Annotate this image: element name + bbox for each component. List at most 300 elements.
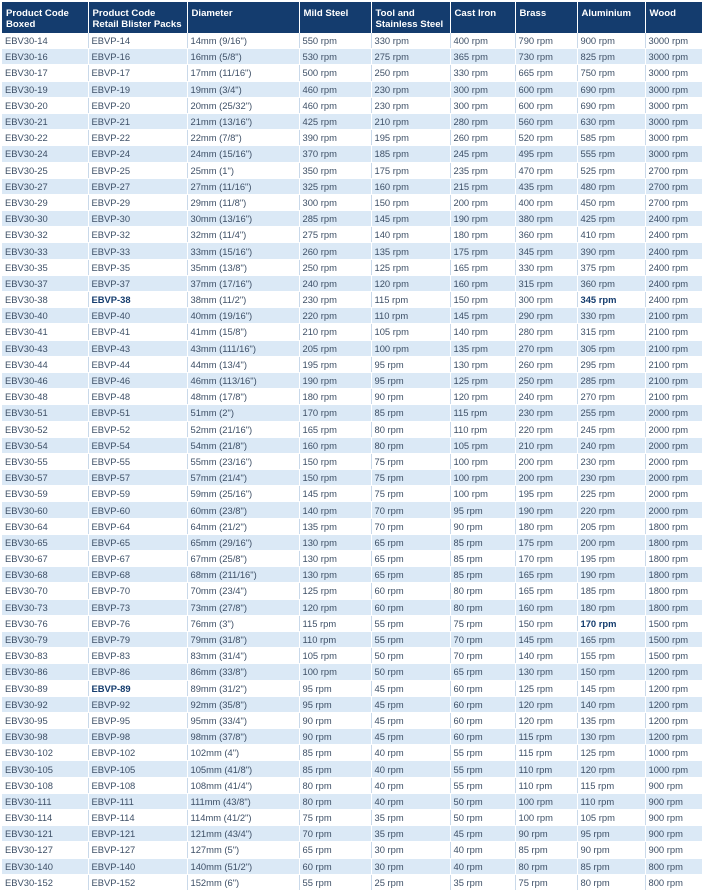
cell-aluminium: 900 rpm xyxy=(577,33,645,49)
cell-diameter: 51mm (2") xyxy=(187,405,299,421)
cell-code-blister: EBVP-140 xyxy=(88,858,187,874)
cell-code-blister: EBVP-24 xyxy=(88,146,187,162)
cell-brass: 120 rpm xyxy=(515,696,577,712)
header-cast-iron: Cast Iron xyxy=(450,2,515,33)
cell-wood: 3000 rpm xyxy=(645,97,702,113)
cell-wood: 3000 rpm xyxy=(645,33,702,49)
cell-wood: 2700 rpm xyxy=(645,178,702,194)
cell-code-boxed: EBV30-121 xyxy=(2,826,88,842)
cell-tool-stainless: 230 rpm xyxy=(371,81,450,97)
cell-brass: 80 rpm xyxy=(515,858,577,874)
cell-brass: 90 rpm xyxy=(515,826,577,842)
cell-diameter: 27mm (11/16") xyxy=(187,178,299,194)
cell-brass: 520 rpm xyxy=(515,130,577,146)
cell-wood: 2700 rpm xyxy=(645,194,702,210)
cell-diameter: 44mm (13/4") xyxy=(187,356,299,372)
cell-brass: 145 rpm xyxy=(515,631,577,647)
header-wood: Wood xyxy=(645,2,702,33)
cell-cast-iron: 140 rpm xyxy=(450,324,515,340)
cell-brass: 435 rpm xyxy=(515,178,577,194)
cell-mild-steel: 125 rpm xyxy=(299,583,371,599)
table-row xyxy=(2,194,702,210)
cell-aluminium: 630 rpm xyxy=(577,113,645,129)
cell-tool-stainless: 50 rpm xyxy=(371,648,450,664)
cell-diameter: 95mm (33/4") xyxy=(187,712,299,728)
cell-wood: 900 rpm xyxy=(645,842,702,858)
cell-tool-stainless: 65 rpm xyxy=(371,534,450,550)
cell-tool-stainless: 70 rpm xyxy=(371,518,450,534)
cell-mild-steel: 130 rpm xyxy=(299,551,371,567)
cell-diameter: 121mm (43/4") xyxy=(187,826,299,842)
cell-aluminium: 295 rpm xyxy=(577,356,645,372)
cell-brass: 300 rpm xyxy=(515,292,577,308)
cell-code-boxed: EBV30-43 xyxy=(2,340,88,356)
cell-wood: 3000 rpm xyxy=(645,81,702,97)
cell-diameter: 29mm (11/8") xyxy=(187,194,299,210)
cell-tool-stainless: 40 rpm xyxy=(371,793,450,809)
cell-brass: 250 rpm xyxy=(515,372,577,388)
cell-mild-steel: 285 rpm xyxy=(299,211,371,227)
cell-cast-iron: 40 rpm xyxy=(450,858,515,874)
cell-wood: 2000 rpm xyxy=(645,470,702,486)
cell-cast-iron: 60 rpm xyxy=(450,712,515,728)
cell-brass: 270 rpm xyxy=(515,340,577,356)
cell-aluminium: 180 rpm xyxy=(577,599,645,615)
cell-wood: 2000 rpm xyxy=(645,437,702,453)
cell-cast-iron: 300 rpm xyxy=(450,97,515,113)
cell-mild-steel: 150 rpm xyxy=(299,470,371,486)
table-row xyxy=(2,599,702,615)
cell-wood: 1800 rpm xyxy=(645,583,702,599)
table-row xyxy=(2,178,702,194)
cell-code-blister: EBVP-51 xyxy=(88,405,187,421)
cell-mild-steel: 75 rpm xyxy=(299,810,371,826)
cell-wood: 800 rpm xyxy=(645,874,702,890)
cell-cast-iron: 80 rpm xyxy=(450,599,515,615)
cell-tool-stainless: 65 rpm xyxy=(371,567,450,583)
cell-aluminium: 750 rpm xyxy=(577,65,645,81)
cell-aluminium: 305 rpm xyxy=(577,340,645,356)
cell-tool-stainless: 330 rpm xyxy=(371,33,450,49)
cell-mild-steel: 325 rpm xyxy=(299,178,371,194)
cell-cast-iron: 75 rpm xyxy=(450,615,515,631)
cell-mild-steel: 460 rpm xyxy=(299,81,371,97)
cell-brass: 730 rpm xyxy=(515,49,577,65)
cell-tool-stainless: 55 rpm xyxy=(371,615,450,631)
cell-diameter: 73mm (27/8") xyxy=(187,599,299,615)
cell-brass: 600 rpm xyxy=(515,81,577,97)
table-row xyxy=(2,324,702,340)
cell-tool-stainless: 70 rpm xyxy=(371,502,450,518)
cell-code-boxed: EBV30-76 xyxy=(2,615,88,631)
cell-aluminium: 165 rpm xyxy=(577,631,645,647)
cell-brass: 210 rpm xyxy=(515,437,577,453)
cell-diameter: 46mm (113/16") xyxy=(187,372,299,388)
cell-mild-steel: 135 rpm xyxy=(299,518,371,534)
cell-wood: 2400 rpm xyxy=(645,227,702,243)
cell-diameter: 43mm (111/16") xyxy=(187,340,299,356)
table-row xyxy=(2,664,702,680)
cell-wood: 1200 rpm xyxy=(645,680,702,696)
cell-mild-steel: 390 rpm xyxy=(299,130,371,146)
cell-wood: 1200 rpm xyxy=(645,729,702,745)
table-row xyxy=(2,712,702,728)
cell-aluminium: 425 rpm xyxy=(577,211,645,227)
cell-brass: 495 rpm xyxy=(515,146,577,162)
cell-code-boxed: EBV30-54 xyxy=(2,437,88,453)
cell-brass: 165 rpm xyxy=(515,567,577,583)
cell-diameter: 89mm (31/2") xyxy=(187,680,299,696)
cell-code-blister: EBVP-65 xyxy=(88,534,187,550)
cell-code-blister: EBVP-33 xyxy=(88,243,187,259)
cell-code-boxed: EBV30-73 xyxy=(2,599,88,615)
cell-code-blister: EBVP-32 xyxy=(88,227,187,243)
cell-diameter: 16mm (5/8") xyxy=(187,49,299,65)
cell-cast-iron: 105 rpm xyxy=(450,437,515,453)
cell-diameter: 140mm (51/2") xyxy=(187,858,299,874)
cell-mild-steel: 205 rpm xyxy=(299,340,371,356)
cell-tool-stainless: 230 rpm xyxy=(371,97,450,113)
cell-tool-stainless: 125 rpm xyxy=(371,259,450,275)
cell-wood: 1000 rpm xyxy=(645,745,702,761)
cell-code-boxed: EBV30-19 xyxy=(2,81,88,97)
cell-brass: 140 rpm xyxy=(515,648,577,664)
cutting-speed-table xyxy=(2,2,702,891)
cell-mild-steel: 105 rpm xyxy=(299,648,371,664)
table-row xyxy=(2,486,702,502)
cell-brass: 100 rpm xyxy=(515,810,577,826)
cell-cast-iron: 35 rpm xyxy=(450,874,515,890)
cell-brass: 240 rpm xyxy=(515,389,577,405)
cell-wood: 3000 rpm xyxy=(645,146,702,162)
cell-aluminium: 140 rpm xyxy=(577,696,645,712)
cell-diameter: 52mm (21/16") xyxy=(187,421,299,437)
cell-tool-stainless: 100 rpm xyxy=(371,340,450,356)
cell-wood: 1500 rpm xyxy=(645,648,702,664)
cell-cast-iron: 180 rpm xyxy=(450,227,515,243)
cell-mild-steel: 550 rpm xyxy=(299,33,371,49)
cell-brass: 115 rpm xyxy=(515,729,577,745)
cell-diameter: 38mm (11/2") xyxy=(187,292,299,308)
cell-mild-steel: 195 rpm xyxy=(299,356,371,372)
cell-code-blister: EBVP-37 xyxy=(88,275,187,291)
cell-code-blister: EBVP-57 xyxy=(88,470,187,486)
cell-code-boxed: EBV30-114 xyxy=(2,810,88,826)
cell-diameter: 67mm (25/8") xyxy=(187,551,299,567)
cell-code-boxed: EBV30-29 xyxy=(2,194,88,210)
cell-code-blister: EBVP-111 xyxy=(88,793,187,809)
cell-brass: 360 rpm xyxy=(515,227,577,243)
table-row xyxy=(2,777,702,793)
cell-brass: 160 rpm xyxy=(515,599,577,615)
cell-mild-steel: 60 rpm xyxy=(299,858,371,874)
cell-cast-iron: 150 rpm xyxy=(450,292,515,308)
cell-cast-iron: 260 rpm xyxy=(450,130,515,146)
cell-wood: 2400 rpm xyxy=(645,292,702,308)
cell-cast-iron: 120 rpm xyxy=(450,389,515,405)
cell-code-blister: EBVP-70 xyxy=(88,583,187,599)
cell-code-blister: EBVP-64 xyxy=(88,518,187,534)
table-row xyxy=(2,793,702,809)
cell-tool-stainless: 35 rpm xyxy=(371,826,450,842)
cell-mild-steel: 190 rpm xyxy=(299,372,371,388)
cell-diameter: 86mm (33/8") xyxy=(187,664,299,680)
cell-aluminium: 410 rpm xyxy=(577,227,645,243)
cell-wood: 900 rpm xyxy=(645,826,702,842)
cell-mild-steel: 460 rpm xyxy=(299,97,371,113)
cell-diameter: 68mm (211/16") xyxy=(187,567,299,583)
cell-brass: 120 rpm xyxy=(515,712,577,728)
cell-mild-steel: 220 rpm xyxy=(299,308,371,324)
cell-diameter: 30mm (13/16") xyxy=(187,211,299,227)
cell-aluminium: 315 rpm xyxy=(577,324,645,340)
cell-wood: 900 rpm xyxy=(645,810,702,826)
cell-wood: 1200 rpm xyxy=(645,696,702,712)
cell-code-blister: EBVP-59 xyxy=(88,486,187,502)
cell-code-blister: EBVP-16 xyxy=(88,49,187,65)
cell-code-boxed: EBV30-35 xyxy=(2,259,88,275)
cell-wood: 3000 rpm xyxy=(645,113,702,129)
cell-code-boxed: EBV30-48 xyxy=(2,389,88,405)
cell-code-blister: EBVP-29 xyxy=(88,194,187,210)
cell-tool-stainless: 175 rpm xyxy=(371,162,450,178)
table-row xyxy=(2,65,702,81)
cell-aluminium: 105 rpm xyxy=(577,810,645,826)
cell-tool-stainless: 45 rpm xyxy=(371,729,450,745)
cell-code-blister: EBVP-60 xyxy=(88,502,187,518)
cell-mild-steel: 80 rpm xyxy=(299,777,371,793)
cell-aluminium: 690 rpm xyxy=(577,97,645,113)
cell-brass: 400 rpm xyxy=(515,194,577,210)
cell-wood: 2100 rpm xyxy=(645,308,702,324)
cell-code-boxed: EBV30-105 xyxy=(2,761,88,777)
cell-wood: 2400 rpm xyxy=(645,243,702,259)
cell-aluminium: 135 rpm xyxy=(577,712,645,728)
header-brass: Brass xyxy=(515,2,577,33)
cell-code-boxed: EBV30-79 xyxy=(2,631,88,647)
cell-aluminium: 145 rpm xyxy=(577,680,645,696)
cell-cast-iron: 40 rpm xyxy=(450,842,515,858)
cell-tool-stainless: 80 rpm xyxy=(371,421,450,437)
cell-wood: 2000 rpm xyxy=(645,453,702,469)
cell-diameter: 79mm (31/8") xyxy=(187,631,299,647)
cell-code-boxed: EBV30-59 xyxy=(2,486,88,502)
cell-cast-iron: 85 rpm xyxy=(450,567,515,583)
cell-cast-iron: 55 rpm xyxy=(450,777,515,793)
cell-mild-steel: 130 rpm xyxy=(299,534,371,550)
cell-wood: 1800 rpm xyxy=(645,534,702,550)
cell-mild-steel: 140 rpm xyxy=(299,502,371,518)
cell-tool-stainless: 150 rpm xyxy=(371,194,450,210)
cell-wood: 2000 rpm xyxy=(645,486,702,502)
cell-code-boxed: EBV30-30 xyxy=(2,211,88,227)
cell-wood: 2100 rpm xyxy=(645,389,702,405)
cell-aluminium: 130 rpm xyxy=(577,729,645,745)
cell-mild-steel: 85 rpm xyxy=(299,761,371,777)
cell-diameter: 20mm (25/32") xyxy=(187,97,299,113)
cell-diameter: 102mm (4") xyxy=(187,745,299,761)
cell-code-boxed: EBV30-92 xyxy=(2,696,88,712)
cell-diameter: 14mm (9/16") xyxy=(187,33,299,49)
cell-diameter: 19mm (3/4") xyxy=(187,81,299,97)
cell-wood: 1800 rpm xyxy=(645,567,702,583)
cell-aluminium: 90 rpm xyxy=(577,842,645,858)
cell-diameter: 32mm (11/4") xyxy=(187,227,299,243)
cell-cast-iron: 70 rpm xyxy=(450,648,515,664)
cell-aluminium: 230 rpm xyxy=(577,470,645,486)
cell-tool-stainless: 45 rpm xyxy=(371,680,450,696)
header-mild-steel: Mild Steel xyxy=(299,2,371,33)
cell-wood: 2400 rpm xyxy=(645,259,702,275)
cell-code-blister: EBVP-127 xyxy=(88,842,187,858)
cell-diameter: 92mm (35/8") xyxy=(187,696,299,712)
header-tool-stainless-steel: Tool and Stainless Steel xyxy=(371,2,450,33)
table-row xyxy=(2,826,702,842)
cell-brass: 220 rpm xyxy=(515,421,577,437)
cell-tool-stainless: 95 rpm xyxy=(371,372,450,388)
header-product-code-blister: Product Code Retail Blister Packs xyxy=(88,2,187,33)
cell-tool-stainless: 90 rpm xyxy=(371,389,450,405)
cell-diameter: 25mm (1") xyxy=(187,162,299,178)
cell-code-blister: EBVP-46 xyxy=(88,372,187,388)
cell-code-blister: EBVP-35 xyxy=(88,259,187,275)
table-row xyxy=(2,437,702,453)
cell-cast-iron: 50 rpm xyxy=(450,793,515,809)
cell-mild-steel: 300 rpm xyxy=(299,194,371,210)
table-row xyxy=(2,49,702,65)
cell-wood: 2000 rpm xyxy=(645,421,702,437)
cell-mild-steel: 180 rpm xyxy=(299,389,371,405)
cell-code-blister: EBVP-27 xyxy=(88,178,187,194)
cell-cast-iron: 160 rpm xyxy=(450,275,515,291)
cell-cast-iron: 330 rpm xyxy=(450,65,515,81)
cell-brass: 315 rpm xyxy=(515,275,577,291)
cell-code-boxed: EBV30-38 xyxy=(2,292,88,308)
table-row xyxy=(2,761,702,777)
cell-mild-steel: 95 rpm xyxy=(299,696,371,712)
cell-diameter: 22mm (7/8") xyxy=(187,130,299,146)
cell-mild-steel: 240 rpm xyxy=(299,275,371,291)
cell-brass: 260 rpm xyxy=(515,356,577,372)
cell-cast-iron: 115 rpm xyxy=(450,405,515,421)
cell-tool-stainless: 95 rpm xyxy=(371,356,450,372)
cell-diameter: 55mm (23/16") xyxy=(187,453,299,469)
cell-wood: 2100 rpm xyxy=(645,372,702,388)
cell-cast-iron: 70 rpm xyxy=(450,631,515,647)
cell-brass: 330 rpm xyxy=(515,259,577,275)
cell-wood: 2400 rpm xyxy=(645,211,702,227)
table-row xyxy=(2,631,702,647)
cell-code-blister: EBVP-89 xyxy=(88,680,187,696)
cell-code-boxed: EBV30-86 xyxy=(2,664,88,680)
cell-code-blister: EBVP-20 xyxy=(88,97,187,113)
cell-cast-iron: 100 rpm xyxy=(450,486,515,502)
cell-wood: 2000 rpm xyxy=(645,502,702,518)
cell-code-boxed: EBV30-14 xyxy=(2,33,88,49)
table-row xyxy=(2,146,702,162)
cell-code-boxed: EBV30-68 xyxy=(2,567,88,583)
cell-code-blister: EBVP-108 xyxy=(88,777,187,793)
table-row xyxy=(2,696,702,712)
cell-cast-iron: 90 rpm xyxy=(450,518,515,534)
cell-brass: 470 rpm xyxy=(515,162,577,178)
cell-aluminium: 220 rpm xyxy=(577,502,645,518)
cell-cast-iron: 60 rpm xyxy=(450,729,515,745)
cell-cast-iron: 125 rpm xyxy=(450,372,515,388)
cell-mild-steel: 70 rpm xyxy=(299,826,371,842)
cell-cast-iron: 175 rpm xyxy=(450,243,515,259)
cell-tool-stainless: 105 rpm xyxy=(371,324,450,340)
cell-code-blister: EBVP-52 xyxy=(88,421,187,437)
cell-tool-stainless: 30 rpm xyxy=(371,858,450,874)
cell-brass: 180 rpm xyxy=(515,518,577,534)
cell-aluminium: 270 rpm xyxy=(577,389,645,405)
cell-code-blister: EBVP-19 xyxy=(88,81,187,97)
table-row xyxy=(2,113,702,129)
cell-aluminium: 230 rpm xyxy=(577,453,645,469)
cell-wood: 2400 rpm xyxy=(645,275,702,291)
cell-cast-iron: 215 rpm xyxy=(450,178,515,194)
table-row xyxy=(2,33,702,49)
cell-cast-iron: 110 rpm xyxy=(450,421,515,437)
cell-mild-steel: 500 rpm xyxy=(299,65,371,81)
cell-cast-iron: 100 rpm xyxy=(450,470,515,486)
table-row xyxy=(2,453,702,469)
cell-brass: 75 rpm xyxy=(515,874,577,890)
cell-tool-stainless: 160 rpm xyxy=(371,178,450,194)
cell-brass: 290 rpm xyxy=(515,308,577,324)
cell-aluminium: 585 rpm xyxy=(577,130,645,146)
table-row xyxy=(2,275,702,291)
table-row xyxy=(2,842,702,858)
cell-mild-steel: 65 rpm xyxy=(299,842,371,858)
table-row xyxy=(2,162,702,178)
table-row xyxy=(2,583,702,599)
cell-brass: 665 rpm xyxy=(515,65,577,81)
cell-tool-stainless: 40 rpm xyxy=(371,777,450,793)
cell-diameter: 108mm (41/4") xyxy=(187,777,299,793)
cell-mild-steel: 130 rpm xyxy=(299,567,371,583)
cell-wood: 1200 rpm xyxy=(645,712,702,728)
cell-code-boxed: EBV30-70 xyxy=(2,583,88,599)
table-row xyxy=(2,502,702,518)
cell-wood: 2100 rpm xyxy=(645,324,702,340)
cell-tool-stainless: 25 rpm xyxy=(371,874,450,890)
table-row xyxy=(2,81,702,97)
table-row xyxy=(2,227,702,243)
cell-code-boxed: EBV30-89 xyxy=(2,680,88,696)
cell-aluminium: 450 rpm xyxy=(577,194,645,210)
cell-mild-steel: 150 rpm xyxy=(299,453,371,469)
cell-diameter: 83mm (31/4") xyxy=(187,648,299,664)
cell-wood: 1800 rpm xyxy=(645,599,702,615)
cell-cast-iron: 190 rpm xyxy=(450,211,515,227)
cell-brass: 280 rpm xyxy=(515,324,577,340)
table-row xyxy=(2,405,702,421)
cell-code-boxed: EBV30-64 xyxy=(2,518,88,534)
cell-aluminium: 170 rpm xyxy=(577,615,645,631)
cell-aluminium: 225 rpm xyxy=(577,486,645,502)
cell-wood: 800 rpm xyxy=(645,858,702,874)
cell-code-boxed: EBV30-57 xyxy=(2,470,88,486)
cell-aluminium: 525 rpm xyxy=(577,162,645,178)
cell-cast-iron: 55 rpm xyxy=(450,761,515,777)
cell-mild-steel: 530 rpm xyxy=(299,49,371,65)
table-row xyxy=(2,372,702,388)
cell-diameter: 17mm (11/16") xyxy=(187,65,299,81)
cell-cast-iron: 85 rpm xyxy=(450,551,515,567)
table-row xyxy=(2,243,702,259)
